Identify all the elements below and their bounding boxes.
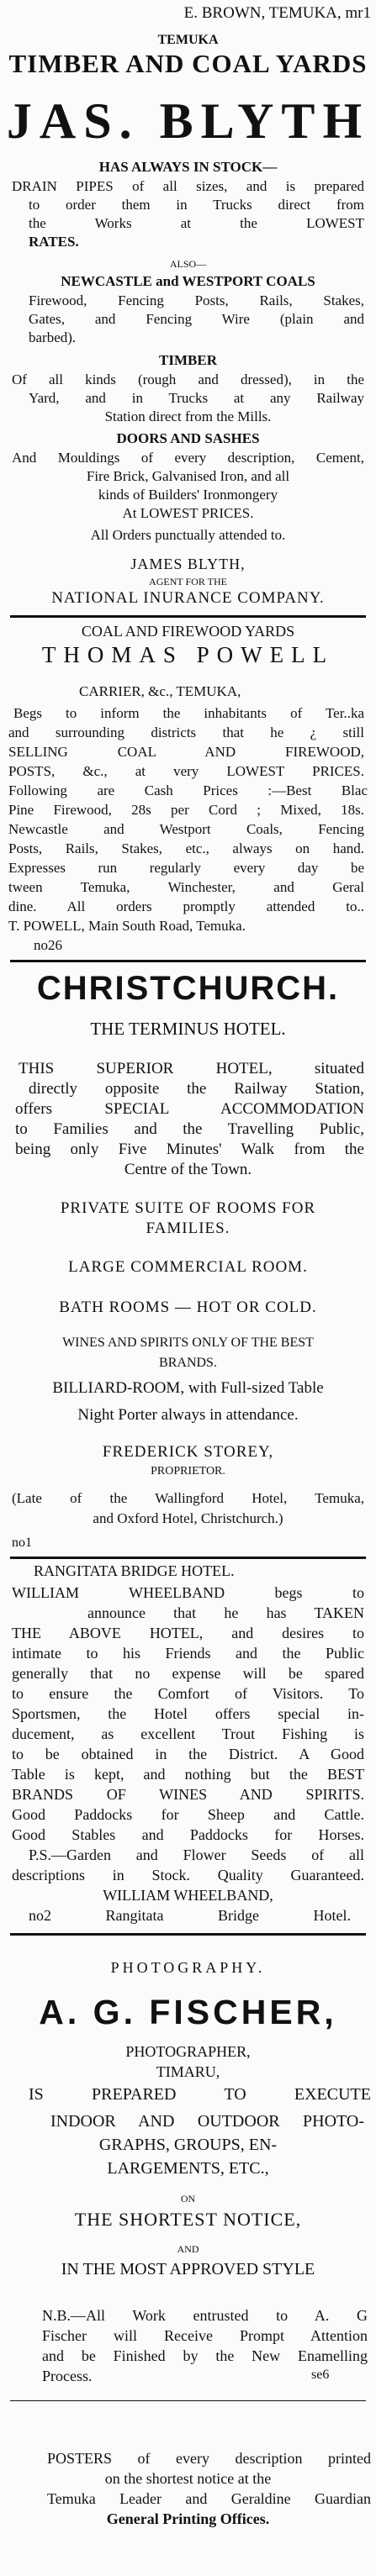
- ad-line: N.B.—All Work entrusted to A. G: [42, 2307, 368, 2324]
- ad-line: Temuka Leader and Geraldine Guardian: [47, 2490, 371, 2507]
- ad-line: And Mouldings of every description, Cement,: [12, 450, 364, 466]
- advertiser-name: A. G. FISCHER,: [39, 1993, 337, 2031]
- signature-name: FREDERICK STOREY,: [102, 1443, 274, 1461]
- ad-line: Begs to inform the inhabitants of Ter..ka: [13, 705, 364, 721]
- ad-line: TIMARU,: [156, 2063, 220, 2080]
- ad-line: WINES AND SPIRITS ONLY OF THE BEST: [62, 1335, 314, 1350]
- ad-line: Following are Cash Prices :—Best Blac: [8, 782, 368, 798]
- ad-line: Good Stables and Paddocks for Horses.: [12, 1826, 364, 1843]
- ad-line: to order them in Trucks direct from: [29, 197, 364, 213]
- ad-line: to ensure the Comfort of Visitors. To: [12, 1685, 364, 1702]
- place-heading: TEMUKA: [157, 33, 219, 47]
- divider: [10, 1933, 366, 1936]
- signature-name: WILLIAM WHEELBAND,: [103, 1887, 273, 1904]
- ad-heading: RANGITATA BRIDGE HOTEL.: [34, 1562, 235, 1579]
- ad-line: PRIVATE SUITE OF ROOMS FOR: [60, 1199, 316, 1217]
- ad-line: HAS ALWAYS IN STOCK—: [98, 159, 278, 175]
- ad-line: POSTS, &c., at very LOWEST PRICES.: [8, 763, 364, 779]
- ad-line: WILLIAM WHEELBAND begs to: [12, 1584, 364, 1601]
- ad-line: Table is kept, and nothing but the BEST: [12, 1766, 364, 1783]
- ad-line: and be Finished by the New Enamelling: [42, 2347, 368, 2364]
- divider: [10, 615, 366, 618]
- ad-line: Centre of the Town.: [124, 1161, 252, 1178]
- ad-line: BILLIARD-ROOM, with Full-sized Table: [52, 1379, 324, 1397]
- ad-line: ON: [180, 2193, 196, 2205]
- signature-name: JAMES BLYTH,: [130, 556, 246, 572]
- ad-line: At LOWEST PRICES.: [122, 505, 254, 521]
- ad-line: Process.: [42, 2368, 93, 2384]
- ad-heading: COAL AND FIREWOOD YARDS: [81, 623, 295, 640]
- divider: [10, 2400, 366, 2401]
- ad-line: announce that he has TAKEN: [87, 1604, 364, 1621]
- ad-line: LARGEMENTS, ETC.,: [107, 2159, 269, 2178]
- column-header: E. BROWN, TEMUKA, mr1: [183, 4, 371, 22]
- ad-line: BRANDS.: [159, 1356, 217, 1370]
- ad-line: dine. All orders promptly attended to..: [8, 898, 364, 914]
- ad-line: P.S.—Garden and Flower Seeds of all: [29, 1846, 364, 1863]
- ad-line: Posts, Rails, Stakes, etc., always on hand.: [8, 840, 364, 856]
- advertiser-name: JAS. BLYTH: [6, 93, 370, 149]
- ad-line: barbed).: [29, 329, 77, 345]
- ad-line: the Works at the LOWEST: [29, 215, 364, 231]
- ad-line: IS PREPARED TO EXECUTE: [29, 2085, 371, 2104]
- ad-line: and surrounding districts that he ¿ still: [8, 724, 364, 740]
- ad-line: TIMBER: [159, 352, 217, 368]
- ad-line: no2 Rangitata Bridge Hotel.: [29, 1907, 351, 1924]
- ad-line: DOORS AND SASHES: [116, 430, 260, 446]
- ad-title: TIMBER AND COAL YARDS: [8, 49, 368, 78]
- ad-line: no26: [34, 937, 62, 953]
- ad-line: PROPRIETOR.: [151, 1465, 225, 1478]
- ad-line: Night Porter always in attendance.: [77, 1406, 299, 1424]
- ad-line: BATH ROOMS — HOT OR COLD.: [59, 1299, 317, 1316]
- ad-line: Firewood, Fencing Posts, Rails, Stakes,: [29, 292, 364, 308]
- ad-line: RATES.: [29, 234, 79, 250]
- ad-line: descriptions in Stock. Quality Guaranteed.: [12, 1867, 364, 1883]
- ad-line: to Families and the Travelling Public,: [15, 1120, 364, 1138]
- ad-line: Newcastle and Westport Coals, Fencing: [8, 821, 364, 837]
- ad-line: AND: [177, 2243, 199, 2255]
- ad-line: tween Temuka, Winchester, and Geral: [8, 879, 364, 895]
- ad-line: POSTERS of every description printed: [47, 2450, 371, 2467]
- ad-line: Of all kinds (rough and dressed), in the: [12, 371, 364, 387]
- ad-line: PHOTOGRAPHER,: [125, 2043, 251, 2060]
- ad-line: DRAIN PIPES of all sizes, and is prepared: [12, 178, 364, 194]
- ad-line: THIS SUPERIOR HOTEL, situated: [19, 1060, 364, 1077]
- ad-line: Yard, and in Trucks at any Railway: [29, 390, 364, 406]
- hotel-name: THE TERMINUS HOTEL.: [90, 1019, 286, 1039]
- ad-line: LARGE COMMERCIAL ROOM.: [68, 1258, 308, 1276]
- ad-line: kinds of Builders' Ironmongery: [98, 487, 278, 503]
- city-heading: CHRISTCHURCH.: [36, 970, 340, 1007]
- ad-line: being only Five Minutes' Walk from the: [15, 1140, 364, 1158]
- ad-line: and Oxford Hotel, Christchurch.): [93, 1510, 283, 1526]
- ad-line: directly opposite the Railway Station,: [29, 1080, 364, 1098]
- advertiser-name: THOMAS POWELL: [41, 642, 335, 667]
- ad-line: ALSO—: [169, 258, 207, 270]
- ad-line: (Late of the Wallingford Hotel, Temuka,: [12, 1490, 364, 1506]
- ad-line: GRAPHS, GROUPS, EN-: [98, 2136, 278, 2154]
- ad-line: FAMILIES.: [146, 1220, 230, 1237]
- ad-line: Sportsmen, the Hotel offers special in-: [12, 1705, 364, 1722]
- ad-line: Fire Brick, Galvanised Iron, and all: [86, 468, 290, 484]
- ad-line: THE ABOVE HOTEL, and desires to: [12, 1625, 364, 1641]
- ad-line: THE SHORTEST NOTICE,: [74, 2209, 302, 2230]
- ad-heading: PHOTOGRAPHY.: [110, 1959, 266, 1976]
- divider: [10, 960, 366, 962]
- ad-line: IN THE MOST APPROVED STYLE: [61, 2260, 315, 2278]
- ad-line: NATIONAL INURANCE COMPANY.: [51, 589, 325, 607]
- ad-line: to be obtained in the District. A Good: [12, 1746, 364, 1762]
- ad-line: CARRIER, &c., TEMUKA,: [79, 683, 241, 699]
- ad-line: offers SPECIAL ACCOMMODATION: [15, 1100, 364, 1118]
- ad-line: Gates, and Fencing Wire (plain and: [29, 311, 364, 327]
- ad-line: SELLING COAL AND FIREWOOD,: [8, 744, 364, 760]
- ad-line: BRANDS OF WINES AND SPIRITS.: [12, 1786, 364, 1803]
- divider: [10, 1557, 366, 1559]
- ad-line: All Orders punctually attended to.: [90, 527, 286, 543]
- ad-line: Pine Firewood, 28s per Cord ; Mixed, 18s.: [8, 802, 364, 818]
- ad-line: se6: [311, 2368, 330, 2382]
- ad-line: on the shortest notice at the: [104, 2470, 272, 2487]
- ad-line: Good Paddocks for Sheep and Cattle.: [12, 1806, 364, 1823]
- ad-line: AGENT FOR THE: [149, 576, 227, 587]
- ad-line: ducement, as excellent Trout Fishing is: [12, 1725, 364, 1742]
- ad-line: Fischer will Receive Prompt Attention: [42, 2327, 368, 2344]
- ad-line: Expresses run regularly every day be: [8, 860, 364, 876]
- ad-line: NEWCASTLE and WESTPORT COALS: [61, 273, 315, 289]
- ad-line: Station direct from the Mills.: [104, 408, 272, 424]
- ad-line: T. POWELL, Main South Road, Temuka.: [8, 918, 246, 934]
- ad-line: General Printing Offices.: [106, 2510, 270, 2527]
- ad-line: no1: [12, 1536, 32, 1550]
- ad-line: INDOOR AND OUTDOOR PHOTO-: [50, 2112, 364, 2131]
- ad-line: intimate to his Friends and the Public: [12, 1645, 364, 1662]
- ad-line: generally that no expense will be spared: [12, 1665, 364, 1682]
